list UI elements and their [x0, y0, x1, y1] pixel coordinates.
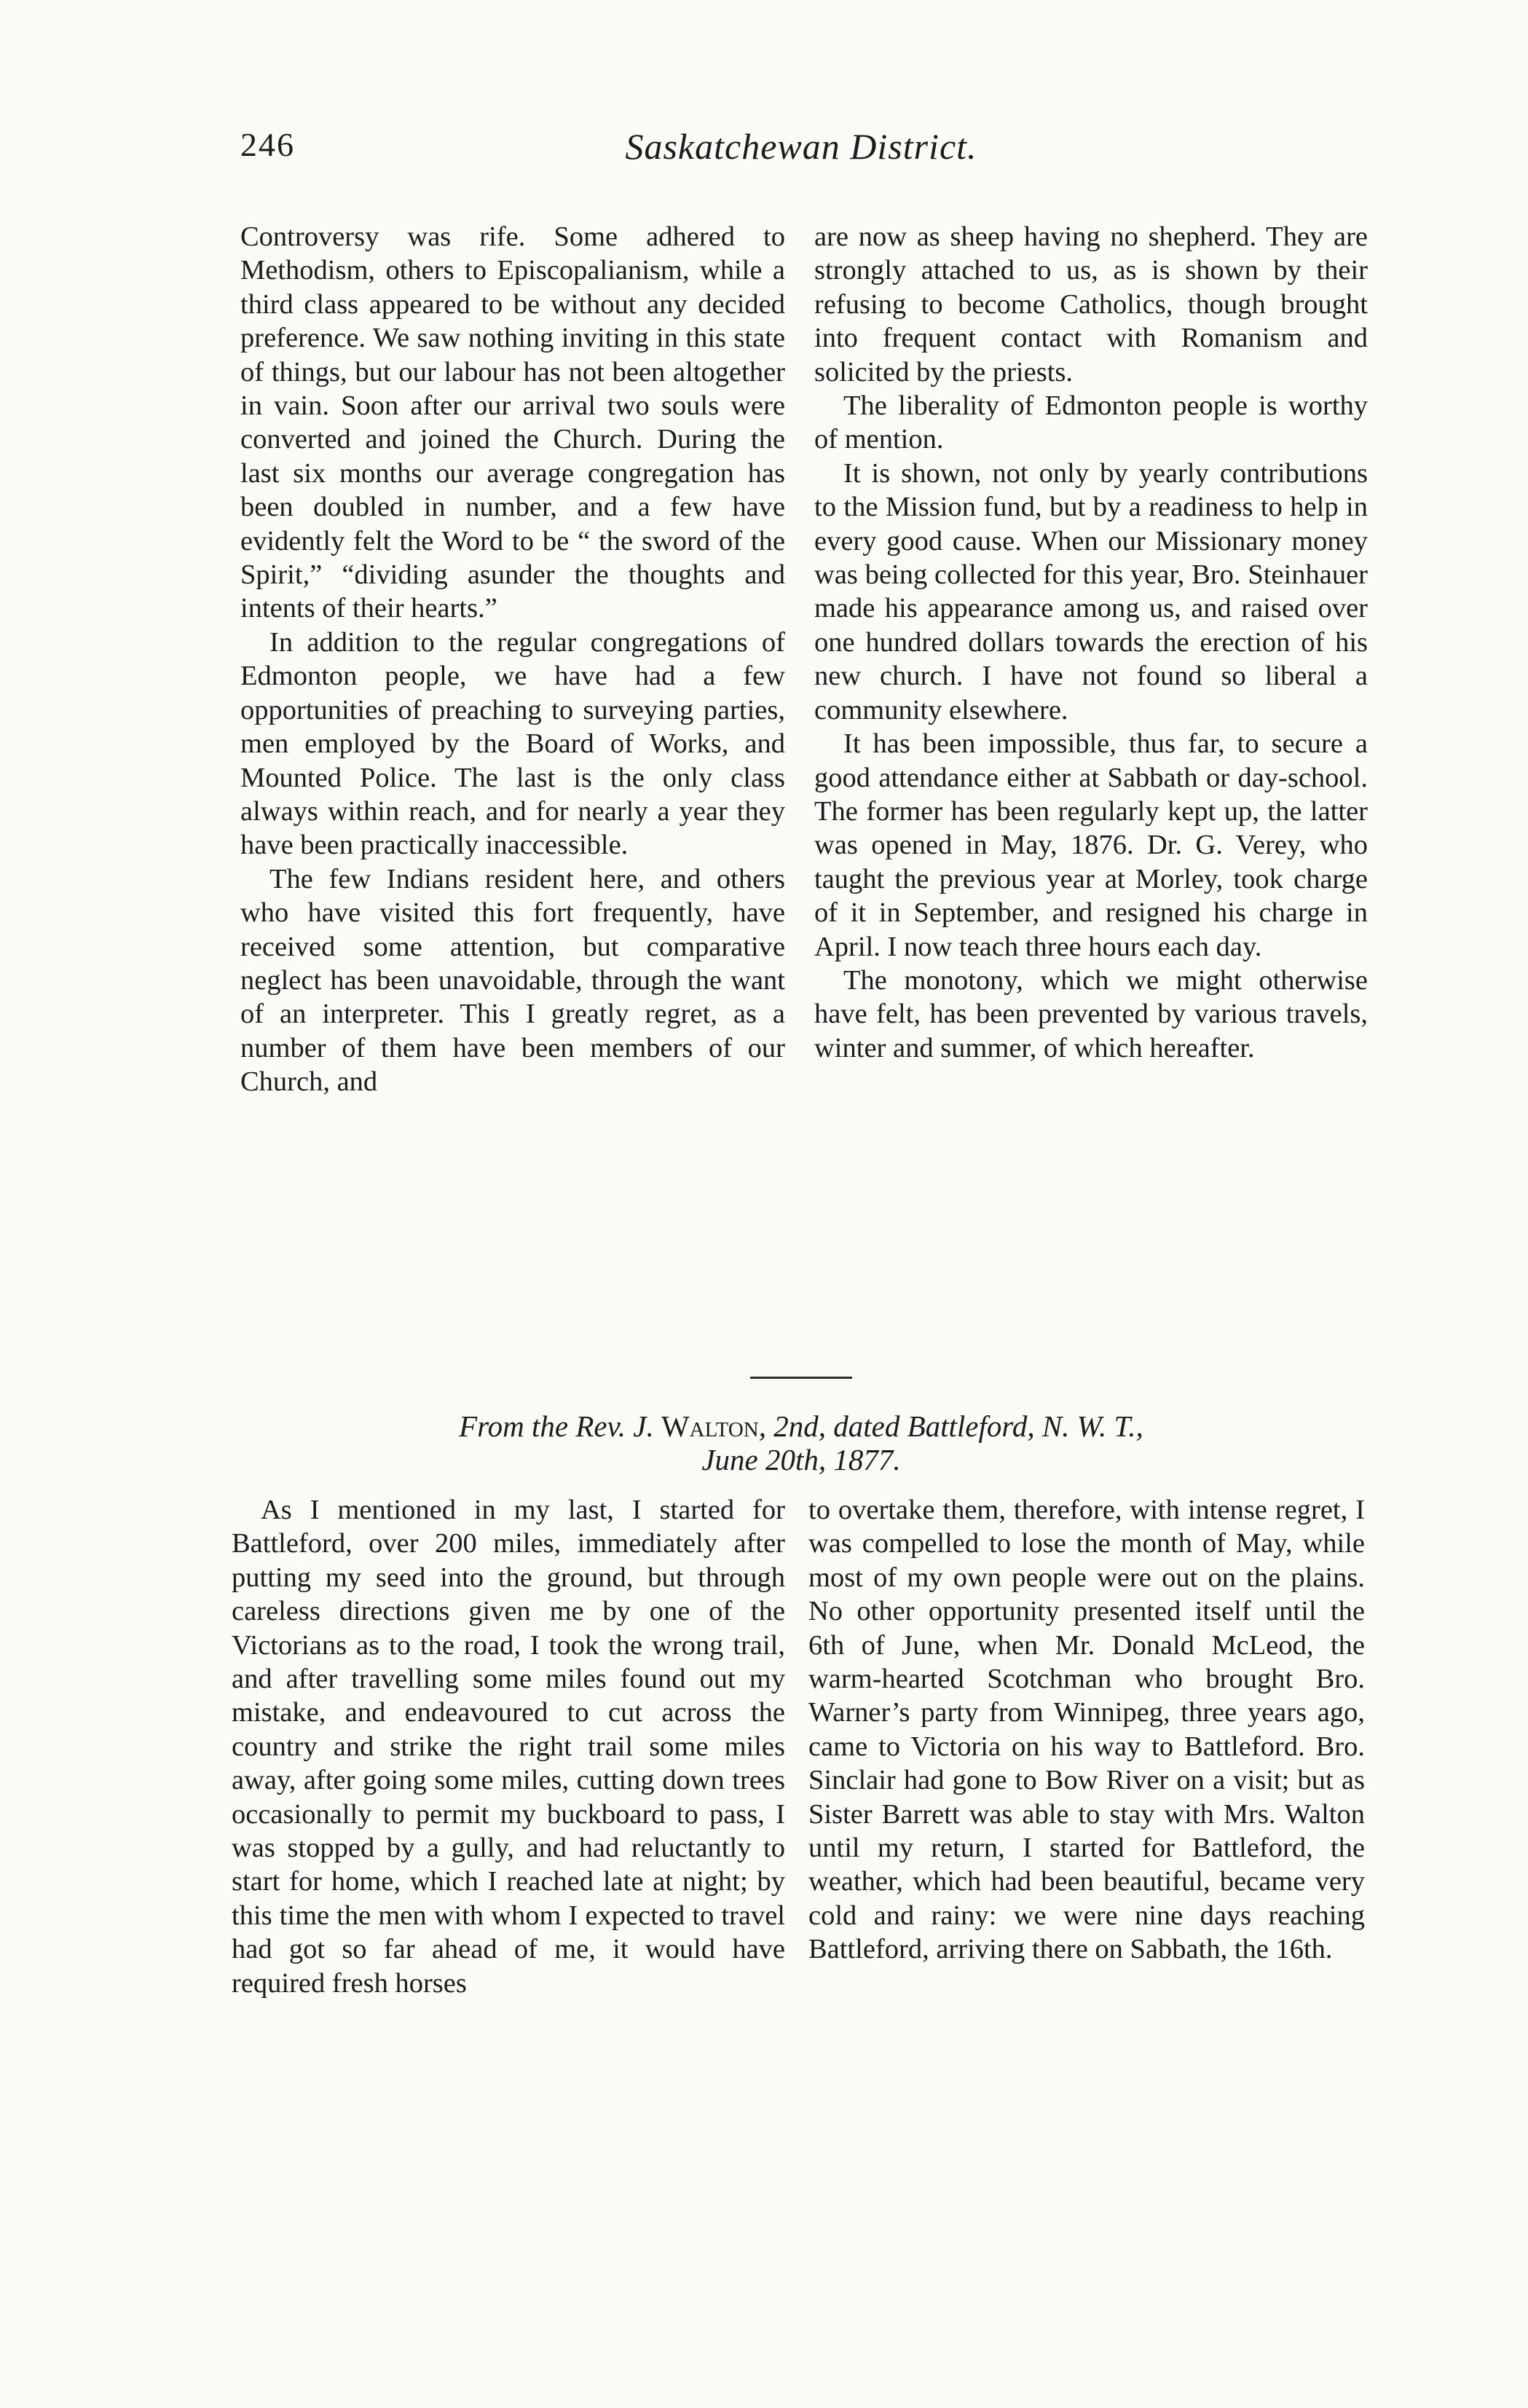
- paragraph: The liberality of Edmonton people is worthy of mention.: [814, 390, 1368, 455]
- upper-right-column: [814, 220, 1368, 1065]
- page-header: [240, 125, 1362, 184]
- paragraph: As I mentioned in my last, I started for Battleford, over 200 miles, immediately after putting my seed into the ground, but through careless directions given me by one of the Victorians as to the road, I took the wrong trail, and after travelling some miles found out my mistake, and endeavoured to cut across the country and strike the right trail some miles away, after going some miles, cutting down trees occasionally to permit my buckboard to pass, I was stopped by a gully, and had reluctantly to start for home, which I reached late at night; by this time the men with whom I expected to travel had got so far ahead of me, it would have required fresh horses: [232, 1495, 785, 1999]
- letter-heading: [240, 1409, 1362, 1476]
- page-number: 246: [240, 126, 295, 163]
- paragraph: It is shown, not only by yearly contributions to the Mission fund, but by a readiness to help in every good cause. When our Missionary money was being collected for this year, Bro. Steinhauer made his appearance among us, and raised over one hundred dollars towards the erection of his new church. I have not found so liberal a community elsewhere.: [814, 457, 1368, 725]
- letter-heading-line-2: June 20th, 1877.: [701, 1443, 901, 1476]
- section-divider: [750, 1377, 852, 1379]
- paragraph: Controversy was rife. Some adhered to Methodism, others to Episcopalianism, while a third class appeared to be without any decided preference. We saw nothing inviting in this state of things, but our labour has not been altogether in vain. Soon after our arrival two souls were converted and joined the Church. During the last six months our average congregation has been doubled in number, and a few have evidently felt the Word to be “ the sword of the Spirit,” “dividing asunder the thoughts and intents of their hearts.”: [240, 221, 785, 624]
- paragraph: In addition to the regular congregations of Edmonton people, we have had a few opportunities of preaching to surveying parties, men employed by the Board of Works, and Mounted Police. The last is the only class always within reach, and for nearly a year they have been practically inaccessible.: [240, 626, 785, 861]
- lower-right-column: [808, 1493, 1365, 1967]
- paragraph: The few Indians resident here, and others who have visited this fort frequently, have received some attention, but comparative neglect has been unavoidable, through the want of an interpreter. This I greatly regret, as a number of them have been members of our Church, and: [240, 863, 785, 1098]
- upper-left-column: [240, 220, 785, 1099]
- paragraph: to overtake them, therefore, with intense regret, I was compelled to lose the month of May, while most of my own people were out on the plains. No other opportunity presented itself until the 6th of June, when Mr. Donald McLeod, the warm-hearted Scotchman who brought Bro. Warner’s party from Winnipeg, three years ago, came to Victoria on his way to Battleford. Bro. Sinclair had gone to Bow River on a visit; but as Sister Barrett was able to stay with Mrs. Walton until my return, I started for Battleford, the weather, which had been beautiful, became very cold and rainy: we were nine days reaching Battleford, arriving there on Sabbath, the 16th.: [808, 1495, 1365, 1965]
- author-name: Walton: [661, 1409, 759, 1443]
- paragraph: The monotony, which we might otherwise have felt, has been prevented by various travels, winter and summer, of which hereafter.: [814, 964, 1368, 1063]
- letter-heading-line-1: From the Rev. J. Walton, 2nd, dated Battleford, N. W. T.,: [459, 1409, 1143, 1443]
- paragraph: are now as sheep having no shepherd. They are strongly attached to us, as is shown by their refusing to become Catholics, though brought into frequent contact with Romanism and solicited by the priests.: [814, 221, 1368, 387]
- lower-left-column: [232, 1493, 785, 2000]
- paragraph: It has been impossible, thus far, to secure a good attendance either at Sabbath or day-school. The former has been regularly kept up, the latter was opened in May, 1876. Dr. G. Verey, who taught the previous year at Morley, took charge of it in September, and resigned his charge in April. I now teach three hours each day.: [814, 728, 1368, 962]
- running-head: Saskatchewan District.: [625, 126, 977, 167]
